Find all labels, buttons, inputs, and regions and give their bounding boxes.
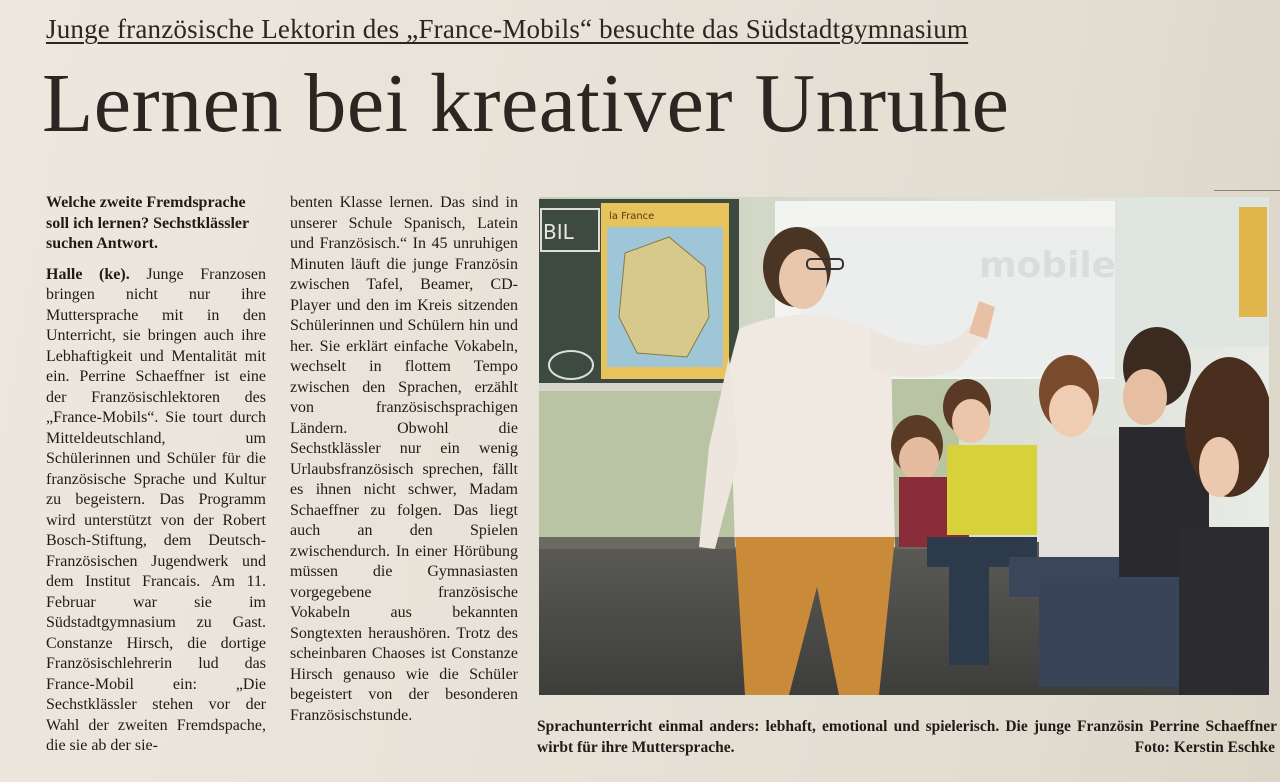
classroom-photo	[539, 197, 1269, 695]
article-kicker: Junge französische Lektorin des „France-Mobils“ besuchte das Südstadtgymnasium	[46, 14, 969, 44]
article-body-col1	[46, 265, 266, 757]
text-column-1	[46, 193, 266, 757]
photo-credit: Foto: Kerstin Eschke	[1134, 739, 1275, 756]
article-photo	[539, 197, 1269, 695]
column-rule	[1214, 190, 1280, 191]
article-headline: Lernen bei kreativer Unruhe	[42, 57, 1010, 150]
article-lead: Welche zweite Fremdsprache soll ich lernen? Sechstklässler suchen Antwort.	[46, 194, 249, 252]
article-dateline: Halle (ke).	[46, 265, 130, 283]
col1-text: Junge Franzosen bringen nicht nur ihre Muttersprache mit in den Unterricht, sie bringen auch ihre Lebhaftigkeit und Mentalität mit ein. Perrine Schaeffner ist eine der Französischlektoren des „France-Mobils“. Sie tourt durch Mitteldeutschland, um Schülerinnen und Schüler für die französische Sprache und Kultur zu begeistern. Das Programm wird unterstützt von der Robert Bosch-Stiftung, dem Deutsch-Französischen Jugendwerk und dem Institut Francais. Am 11. Februar war sie im Südstadtgymnasium zu Gast. Constanze Hirsch, die dortige Französischlehrerin lud das France-Mobil ein: „Die Sechstklässler stehen vor der Wahl der zweiten Fremdspache, die sie ab der sie-	[46, 265, 267, 754]
photo-caption	[537, 716, 1277, 758]
map-label: la France	[609, 211, 655, 222]
article-body-col2: benten Klasse lernen. Das sind in unserer Schule Spanisch, Latein und Französisch.“ In 45 unruhigen Minuten läuft die junge Französin zwischen Tafel, Beamer, CD-Player und den im Kreis sitzenden Schülerinnen und Schülern hin und her. Sie erklärt einfache Vokabeln, wechselt in flottem Tempo zwischen den Sprachen, erzählt von französischsprachigen Ländern. Obwohl die Sechstklässler nur ein wenig Urlaubsfranzösisch sprechen, fällt es ihnen nicht schwer, Madam Schaeffner zu folgen. Das liegt auch an den Spielen zwischendurch. In einer Hörübung müssen die Gymnasiasten vorgegebene französische Vokabeln aus bekannten Songtexten heraushören. Trotz des scheinbaren Chaoses ist Constanze Hirsch genauso wie die Schüler begeistert von der besonderen Französischstunde.	[290, 194, 518, 724]
board-text: BIL	[543, 220, 574, 244]
text-column-2	[290, 193, 518, 726]
screen-text: mobile	[979, 245, 1117, 286]
caption-text: Sprachunterricht einmal anders: lebhaft, emotional und spielerisch. Die junge Französin Perrine Schaeffner wirbt für ihre Muttersprache.	[537, 718, 1277, 756]
